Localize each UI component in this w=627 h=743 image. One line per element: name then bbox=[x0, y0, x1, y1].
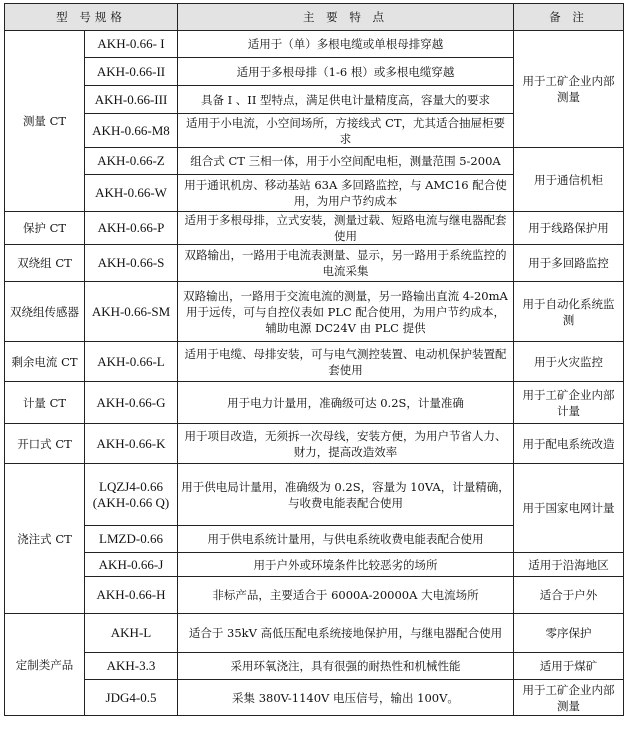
table-row bbox=[5, 680, 624, 716]
model-cell: JDG4-0.5 bbox=[85, 680, 178, 716]
model-cell: AKH-0.66-K bbox=[85, 424, 178, 464]
header-features: 主 要 特 点 bbox=[178, 4, 514, 31]
type-cell: 开口式 CT bbox=[5, 424, 85, 464]
note-cell: 用于国家电网计量 bbox=[514, 464, 624, 553]
feature-cell: 采用环氧浇注，具有很强的耐热性和机械性能 bbox=[178, 653, 514, 680]
model-cell: AKH-0.66-Z bbox=[85, 148, 178, 175]
feature-cell: 适用于（单）多根电缆或单根母排穿越 bbox=[178, 31, 514, 58]
table-row bbox=[5, 464, 624, 526]
note-cell: 零序保护 bbox=[514, 614, 624, 653]
table-row bbox=[5, 342, 624, 382]
table-row bbox=[5, 212, 624, 245]
model-cell: AKH-0.66-S bbox=[85, 245, 178, 282]
header-notes: 备 注 bbox=[514, 4, 624, 31]
type-cell: 计量 CT bbox=[5, 382, 85, 424]
feature-cell: 采集 380V-1140V 电压信号，输出 100V。 bbox=[178, 680, 514, 716]
model-cell: AKH-0.66-P bbox=[85, 212, 178, 245]
model-cell: LMZD-0.66 bbox=[85, 526, 178, 553]
model-cell: AKH-L bbox=[85, 614, 178, 653]
type-cell: 保护 CT bbox=[5, 212, 85, 245]
header-model: 型 号规格 bbox=[5, 4, 178, 31]
note-cell: 用于通信机柜 bbox=[514, 148, 624, 212]
feature-cell: 具备 I 、II 型特点，满足供电计量精度高，容量大的要求 bbox=[178, 86, 514, 114]
type-cell: 双绕组传感器 bbox=[5, 282, 85, 342]
feature-cell: 用于项目改造，无须拆一次母线，安装方便，为用户节省人力、财力，提高改造效率 bbox=[178, 424, 514, 464]
note-cell: 适用于沿海地区 bbox=[514, 553, 624, 577]
feature-cell: 用于通讯机房、移动基站 63A 多回路监控，与 AMC16 配合使用，为用户节约成本 bbox=[178, 175, 514, 212]
table-row bbox=[5, 382, 624, 424]
model-cell: AKH-0.66-M8 bbox=[85, 114, 178, 148]
table-row bbox=[5, 653, 624, 680]
model-cell: AKH-0.66-II bbox=[85, 58, 178, 86]
note-cell: 用于工矿企业内部测量 bbox=[514, 31, 624, 148]
type-cell: 浇注式 CT bbox=[5, 464, 85, 614]
model-cell: AKH-0.66-L bbox=[85, 342, 178, 382]
model-cell: AKH-0.66- I bbox=[85, 31, 178, 58]
model-cell: AKH-0.66-III bbox=[85, 86, 178, 114]
feature-cell: 适合于 35kV 高低压配电系统接地保护用，与继电器配合使用 bbox=[178, 614, 514, 653]
table-header-row bbox=[5, 4, 624, 31]
table-row bbox=[5, 282, 624, 342]
feature-cell: 适用于小电流，小空间场所，方接线式 CT，尤其适合抽屉柜要求 bbox=[178, 114, 514, 148]
model-cell: LQZJ4-0.66 (AKH-0.66 Q) bbox=[85, 464, 178, 526]
note-cell: 用于配电系统改造 bbox=[514, 424, 624, 464]
feature-cell: 适用于电缆、母排安装，可与电气测控装置、电动机保护装置配套使用 bbox=[178, 342, 514, 382]
table-row bbox=[5, 577, 624, 614]
feature-cell: 适用于多根母排（1-6 根）或多根电缆穿越 bbox=[178, 58, 514, 86]
feature-cell: 用于供电局计量用，准确级为 0.2S，容量为 10VA，计量精确，与收费电能表配合使用 bbox=[178, 464, 514, 526]
model-cell: AKH-0.66-H bbox=[85, 577, 178, 614]
note-cell: 用于自动化系统监测 bbox=[514, 282, 624, 342]
feature-cell: 双路输出，一路用于电流表测量、显示，另一路用于系统监控的电流采集 bbox=[178, 245, 514, 282]
note-cell: 适合于户外 bbox=[514, 577, 624, 614]
note-cell: 用于工矿企业内部计量 bbox=[514, 382, 624, 424]
table-row bbox=[5, 148, 624, 175]
product-spec-table bbox=[4, 3, 624, 716]
note-cell: 用于线路保护用 bbox=[514, 212, 624, 245]
feature-cell: 组合式 CT 三相一体，用于小空间配电柜，测量范围 5-200A bbox=[178, 148, 514, 175]
note-cell: 用于工矿企业内部测量 bbox=[514, 680, 624, 716]
table-row bbox=[5, 245, 624, 282]
note-cell: 适用于煤矿 bbox=[514, 653, 624, 680]
feature-cell: 双路输出，一路用于交流电流的测量，另一路输出直流 4-20mA 用于远传，可与自控仪表如 PLC 配合使用，为用户节约成本，辅助电源 DC24V 由 PLC 提供 bbox=[178, 282, 514, 342]
feature-cell: 用于供电系统计量用，与供电系统收费电能表配合使用 bbox=[178, 526, 514, 553]
feature-cell: 用于电力计量用，准确级可达 0.2S，计量准确 bbox=[178, 382, 514, 424]
model-cell: AKH-0.66-J bbox=[85, 553, 178, 577]
type-cell: 双绕组 CT bbox=[5, 245, 85, 282]
type-cell: 剩余电流 CT bbox=[5, 342, 85, 382]
type-cell: 测量 CT bbox=[5, 31, 85, 212]
table-row bbox=[5, 614, 624, 653]
model-cell: AKH-3.3 bbox=[85, 653, 178, 680]
feature-cell: 非标产品，主要适合于 6000A-20000A 大电流场所 bbox=[178, 577, 514, 614]
feature-cell: 用于户外或环境条件比较恶劣的场所 bbox=[178, 553, 514, 577]
type-cell: 定制类产品 bbox=[5, 614, 85, 716]
table-row bbox=[5, 553, 624, 577]
feature-cell: 适用于多根母排，立式安装，测量过载、短路电流与继电器配套使用 bbox=[178, 212, 514, 245]
note-cell: 用于火灾监控 bbox=[514, 342, 624, 382]
model-cell: AKH-0.66-G bbox=[85, 382, 178, 424]
table-row bbox=[5, 424, 624, 464]
table-row bbox=[5, 31, 624, 58]
model-cell: AKH-0.66-SM bbox=[85, 282, 178, 342]
note-cell: 用于多回路监控 bbox=[514, 245, 624, 282]
model-cell: AKH-0.66-W bbox=[85, 175, 178, 212]
